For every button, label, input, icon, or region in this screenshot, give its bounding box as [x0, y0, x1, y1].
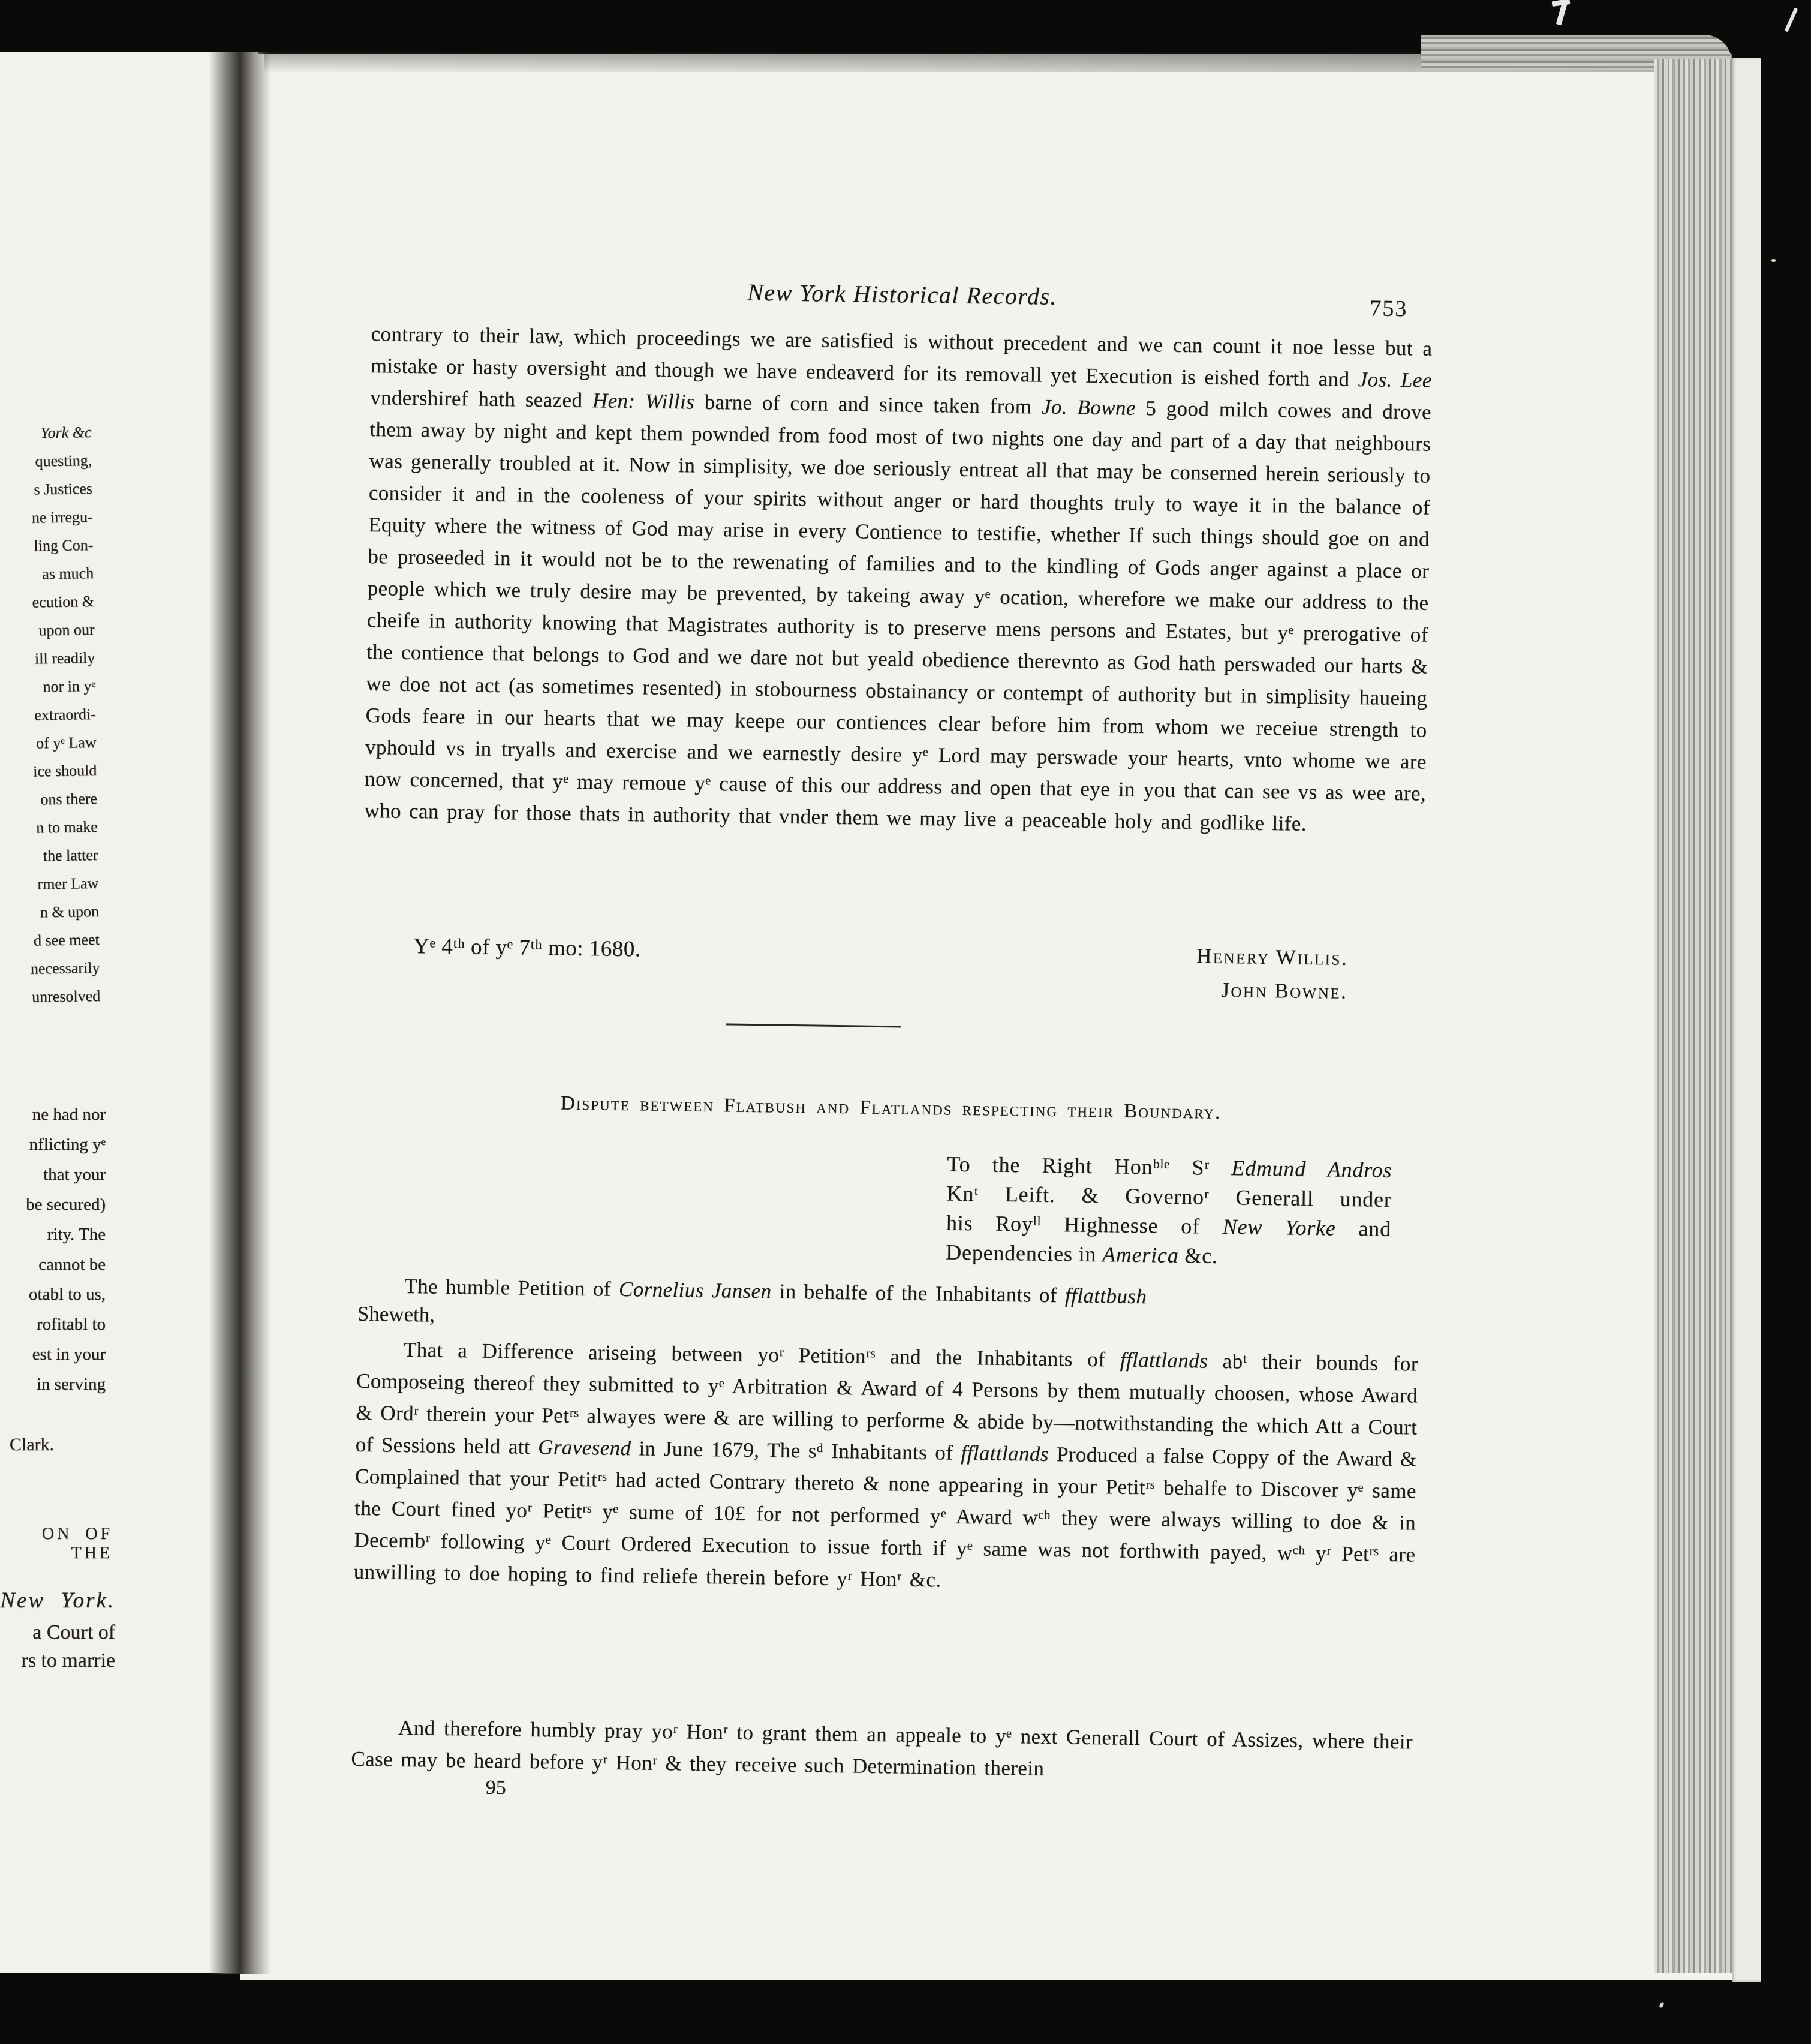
- text-segment: Edmund Andros: [1231, 1156, 1392, 1182]
- text-segment: fflattlands: [1120, 1348, 1208, 1373]
- text-fragment: that your: [43, 1165, 106, 1184]
- signature-john-bowne: John Bowne.: [1221, 978, 1348, 1003]
- section-heading: Dispute between Flatbush and Flatlands respecting their Boundary.: [560, 1092, 1222, 1123]
- page-number: 753: [1370, 296, 1408, 322]
- section-divider-rule: [726, 1023, 901, 1027]
- body-paragraph: [364, 318, 1433, 841]
- date-line: Yᵉ 4ᵗʰ of yᵉ 7ᵗʰ mo: 1680.: [413, 934, 641, 962]
- facing-page-line-endings-block3: [0, 1586, 115, 1675]
- text-fragment: upon our: [38, 620, 95, 639]
- text-fragment: ecution &: [32, 592, 95, 611]
- text-fragment: rs to marrie: [21, 1649, 115, 1672]
- underlying-page-sliver: [1732, 58, 1761, 1982]
- text-segment: his Royˡˡ Highnesse of: [946, 1210, 1223, 1239]
- text-segment: in behalfe of the Inhabitants of: [771, 1279, 1066, 1307]
- text-segment: Dependencies in: [946, 1240, 1103, 1267]
- text-fragment: extraordi-: [34, 705, 96, 724]
- text-fragment: rofitabl to: [36, 1315, 106, 1334]
- facing-page-line-endings-block2: [0, 1099, 106, 1399]
- text-segment: &c.: [1178, 1243, 1219, 1268]
- text-fragment: s Justices: [34, 479, 93, 498]
- running-header: New York Historical Records.: [747, 278, 1058, 310]
- text-fragment: nflicting yᵉ: [29, 1135, 106, 1154]
- text-fragment: questing,: [35, 451, 92, 470]
- text-fragment: ne irregu-: [31, 507, 93, 527]
- dust-speck: [1659, 2001, 1665, 2009]
- text-fragment: ons there: [40, 789, 98, 808]
- text-fragment: d see meet: [33, 930, 100, 949]
- text-segment: 5 good milch cowes and drove them away by night and kept them pownded from food most of two nights one day and part of a day that neighbours was generally troubled at it. Now in simplisity, we doe seriously entreat all that may be conserned herein seriously to consider it and in the cooleness of your spirits without anger or hard thoughts truly to waye it in the balance of Equity where the witness of God may arise in every Contience to testifie, whether If such things should goe on and be proseeded in it would not be to the rewenating of families and to the kindling of Gods anger against a place or people which we truly desire may be prevented, by takeing away yᵉ ocation, wherefore we make our address to the cheife in authority knowing that Magistrates authority is to preserve mens persons and Estates, but yᵉ prerogative of the contience that belongs to God and we dare not but yeald obedience therevnto as God hath perswaded our harts & we doe not act (as sometimes resented) in stobourness obstainancy or contempt of authority but in simplisity haueing Gods feare in our hearts that we may keepe our contiences clear before him from whom we receiue strength to vphould vs in tryalls and exercise and we earnestly desire yᵉ Lord may perswade your hearts, vnto whome we are now concerned, that yᵉ may remoue yᵉ cause of this our address and open that eye in you that can see vs as wee are, who can pray for those thats in authority that vnder them we may live a peaceable holy and godlike life.: [364, 396, 1432, 835]
- text-segment: fflattbush: [1064, 1283, 1147, 1309]
- text-segment: abᵗ their bounds for Composeing thereof they submitted to yᵉ Arbitration & Award of 4 Persons by them mutually choosen, whose Award & Ordʳ therein your Petʳˢ alwayes were & are willing to performe & abide by—notwithstanding the which Att a Court of Sessions held att: [355, 1349, 1419, 1459]
- text-fragment: est in your: [32, 1345, 106, 1364]
- facing-page-line-endings-block1: [0, 418, 100, 1011]
- text-segment: And therefore humbly pray yoʳ Honʳ to grant them an appeale to yᵉ next Generall Court of Assizes, where their Case may be heard before yʳ Honʳ & they receive such Determination therein: [351, 1715, 1413, 1780]
- facing-page-clark-fragment: Clark.: [9, 1435, 54, 1454]
- text-segment: barne of corn and since taken from: [694, 390, 1042, 419]
- printer-signature-mark: 95: [485, 1776, 507, 1799]
- page-content: [350, 273, 1433, 1847]
- text-fragment: of yᵉ Law: [35, 733, 97, 752]
- signatures-block: [1196, 939, 1349, 1009]
- text-fragment: ill readily: [34, 648, 95, 668]
- text-fragment: otabl to us,: [28, 1285, 106, 1304]
- text-segment: in June 1679, The sᵈ Inhabitants of: [631, 1436, 961, 1465]
- text-segment: New Yorke: [1222, 1214, 1336, 1240]
- text-fragment: n & upon: [40, 902, 100, 921]
- text-segment: That a Difference ariseing between yoʳ Petitionʳˢ and the Inhabitants of: [403, 1337, 1121, 1372]
- facing-page-heading-fragment: ON OF THE: [41, 1525, 113, 1562]
- text-segment: Jos. Lee: [1358, 367, 1432, 392]
- text-segment: To the Right Honᵇˡᵉ Sʳ: [947, 1152, 1232, 1180]
- text-fragment: in serving: [36, 1375, 106, 1394]
- book-gutter-shadow: [209, 52, 271, 1974]
- text-fragment: unresolved: [31, 987, 101, 1006]
- petition-prayer: [351, 1711, 1413, 1790]
- text-fragment: rmer Law: [37, 874, 99, 893]
- text-segment: and: [1335, 1216, 1392, 1241]
- text-line: [946, 1238, 1391, 1273]
- text-fragment: rity. The: [47, 1225, 106, 1244]
- text-fragment: n to make: [35, 817, 98, 837]
- text-fragment: ne had nor: [32, 1105, 106, 1124]
- text-fragment: nor in yᵉ: [43, 677, 96, 696]
- text-fragment: as much: [41, 564, 94, 583]
- text-fragment: ice should: [32, 761, 97, 780]
- text-fragment: necessarily: [30, 958, 100, 978]
- dust-speck: [1771, 259, 1776, 262]
- text-segment: Produced a false Coppy of the Award & Complained that your Petitʳˢ had acted Contrary thereto & none appearing in your Petitʳˢ behalfe to Discover yᵉ same the Court fined yoʳ Petitʳˢ yᵉ sume of 10£ for not performed yᵉ Award wᶜʰ they were always willing to doe & in Decembʳ following yᵉ Court Ordered Execution to issue forth if yᵉ same was not forthwith payed, wᶜʰ yʳ Petʳˢ are unwilling to doe hoping to find reliefe therein before yʳ Honʳ &c.: [353, 1442, 1417, 1592]
- film-slash-mark-icon: [1785, 8, 1798, 32]
- address-block: [946, 1150, 1392, 1273]
- sheweth-line: Sheweth,: [357, 1301, 435, 1327]
- text-segment: Knᵗ Leift. & Governoʳ Generall under: [946, 1181, 1392, 1212]
- signature-henery-willis: Henery Willis.: [1196, 944, 1349, 970]
- text-fragment: New York.: [0, 1588, 115, 1613]
- text-fragment: cannot be: [38, 1255, 106, 1274]
- text-fragment: ling Con-: [34, 536, 94, 555]
- fore-edge-page-stack: [1654, 59, 1732, 1973]
- text-segment: America: [1102, 1242, 1179, 1267]
- petition-opening: [357, 1270, 1419, 1316]
- text-segment: Jo. Bowne: [1041, 395, 1136, 420]
- text-segment: contrary to their law, which proceedings we are satisfied is without precedent and we can count it noe lesse but a mistake or hasty oversight and though we have endeaverd for its removall yet Execution is eished forth and: [370, 321, 1433, 391]
- text-segment: vndershiref hath seazed: [369, 385, 593, 413]
- text-segment: The humble Petition of: [404, 1274, 619, 1301]
- petition-body: [353, 1333, 1418, 1603]
- text-segment: fflattlands: [961, 1441, 1049, 1466]
- text-fragment: be secured): [26, 1195, 106, 1214]
- text-fragment: the latter: [43, 846, 98, 865]
- text-segment: Cornelius Jansen: [618, 1277, 772, 1303]
- text-segment: Hen: Willis: [592, 389, 695, 414]
- text-segment: Gravesend: [537, 1435, 631, 1460]
- text-fragment: York &c: [40, 423, 92, 442]
- text-fragment: a Court of: [32, 1621, 115, 1643]
